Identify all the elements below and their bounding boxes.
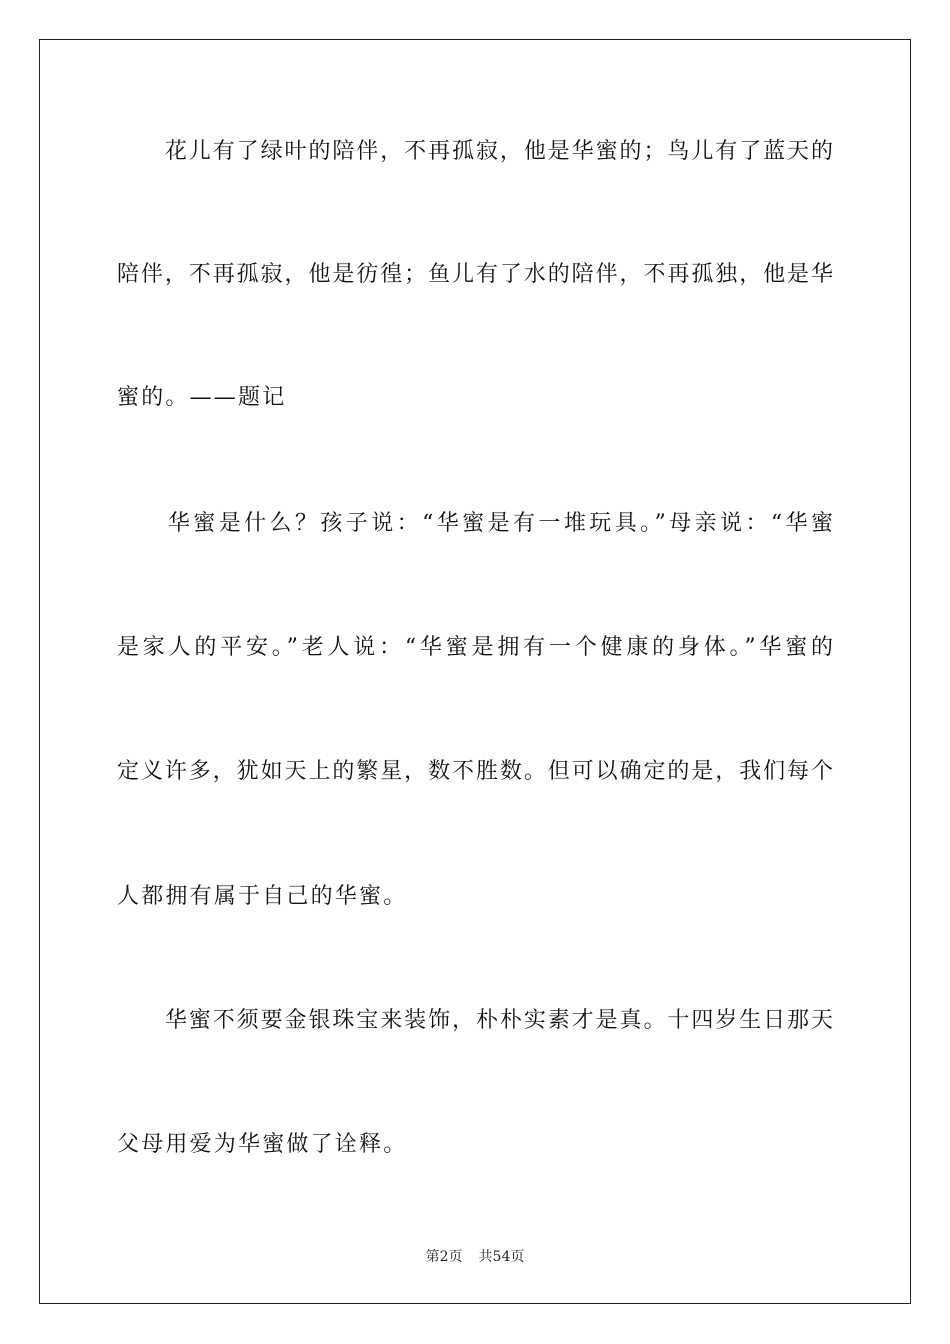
text-line: 父母用爱为华蜜做了诠释。 <box>117 1132 408 1157</box>
text-line: 陪伴，不再孤寂，他是彷徨；鱼儿有了水的陪伴，不再孤独，他是华 <box>117 262 833 287</box>
text-line: 定义许多，犹如天上的繁星，数不胜数。但可以确定的是，我们每个 <box>117 759 833 784</box>
text-line: 人都拥有属于自己的华蜜。 <box>117 884 408 909</box>
text-line: 蜜的。——题记 <box>117 385 287 410</box>
page-border <box>39 39 911 1304</box>
text-line: 是家人的平安。”老人说：“华蜜是拥有一个健康的身体。”华蜜的 <box>117 635 833 660</box>
page-footer <box>0 1248 950 1266</box>
text-line: 华蜜是什么？孩子说：“华蜜是有一堆玩具。”母亲说：“华蜜 <box>117 511 833 536</box>
text-line: 华蜜不须要金银珠宝来装饰，朴朴实素才是真。十四岁生日那天 <box>117 1008 833 1033</box>
current-page-number: 第2页 <box>425 1249 463 1265</box>
total-pages: 共54页 <box>478 1249 525 1265</box>
text-line: 花儿有了绿叶的陪伴，不再孤寂，他是华蜜的；鸟儿有了蓝天的 <box>117 139 833 164</box>
